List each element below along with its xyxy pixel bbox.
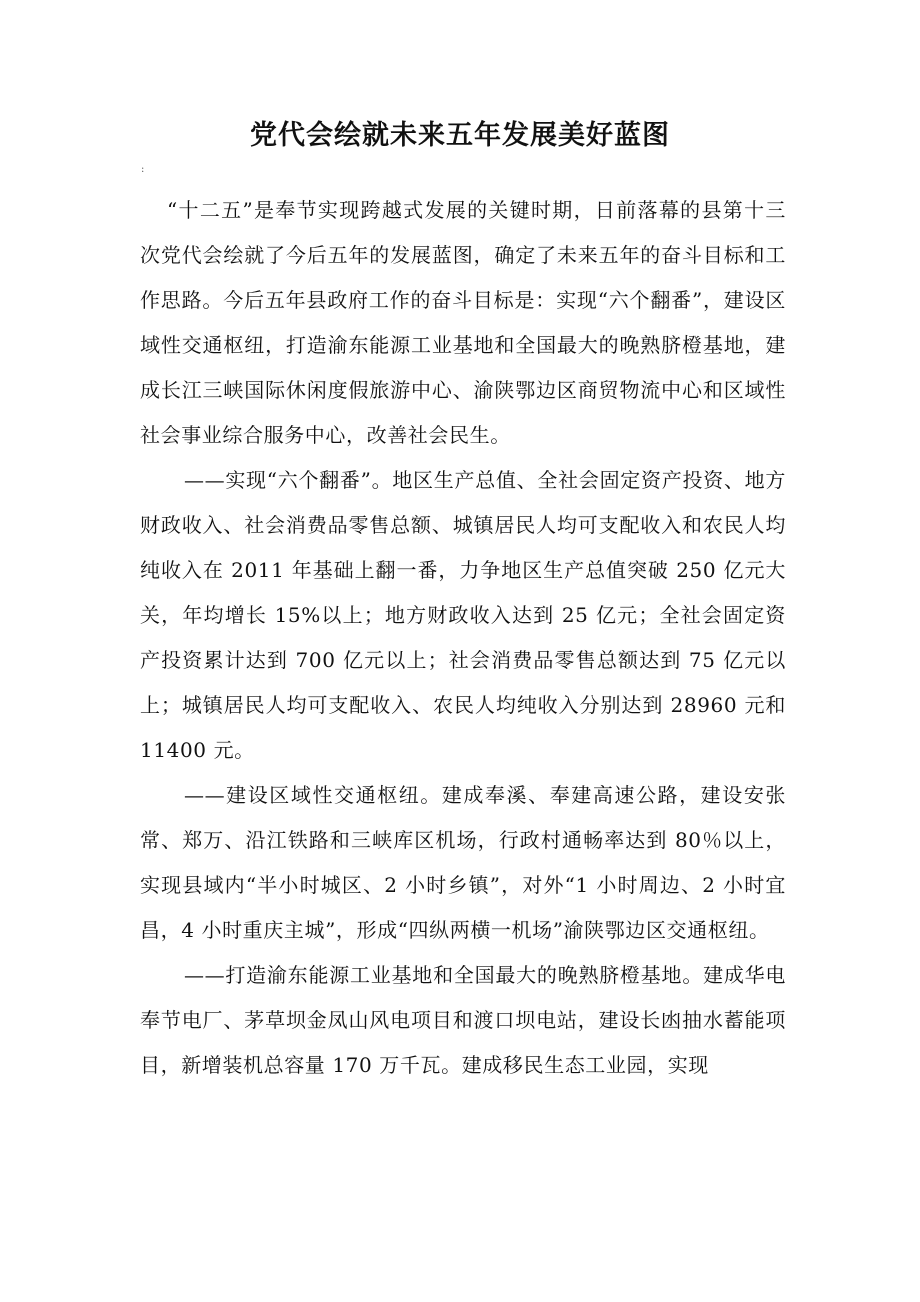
document-title: 党代会绘就未来五年发展美好蓝图: [250, 120, 670, 151]
paragraph-transport-hub: ——建设区域性交通枢纽。建成奉溪、奉建高速公路，建设安张常、郑万、沿江铁路和三峡库区机场，行政村通畅率达到 80％以上，实现县域内“半小时城区、2 小时乡镇”，对外“1 小时周边、2 小时宜昌，4 小时重庆主城”，形成“四纵两横一机场”渝陕鄂边区交通枢纽。: [140, 783, 786, 942]
paragraph-energy-base: ——打造渝东能源工业基地和全国最大的晚熟脐橙基地。建成华电奉节电厂、茅草坝金凤山风电项目和渡口坝电站，建设长凼抽水蓄能项目，新增装机总容量 170 万千瓦。建成移民生态工业园，实现: [140, 963, 786, 1077]
margin-mark: :: [141, 164, 145, 175]
paragraph-intro: “十二五”是奉节实现跨越式发展的关键时期，日前落幕的县第十三次党代会绘就了今后五年的发展蓝图，确定了未来五年的奋斗目标和工作思路。今后五年县政府工作的奋斗目标是：实现“六个翻番”，建设区域性交通枢纽，打造渝东能源工业基地和全国最大的晚熟脐橙基地，建成长江三峡国际休闲度假旅游中心、渝陕鄂边区商贸物流中心和区域性社会事业综合服务中心，改善社会民生。: [140, 198, 786, 447]
paragraph-six-doublings: ——实现“六个翻番”。地区生产总值、全社会固定资产投资、地方财政收入、社会消费品零售总额、城镇居民人均可支配收入和农民人均纯收入在 2011 年基础上翻一番，力争地区生产总值突破 250 亿元大关，年均增长 15%以上；地方财政收入达到 25 亿元；全社会固定资产投资累计达到 700 亿元以上；社会消费品零售总额达到 75 亿元以上；城镇居民人均可支配收入、农民人均纯收入分别达到 28960 元和 11400 元。: [140, 468, 786, 762]
document-body: [140, 188, 786, 1088]
